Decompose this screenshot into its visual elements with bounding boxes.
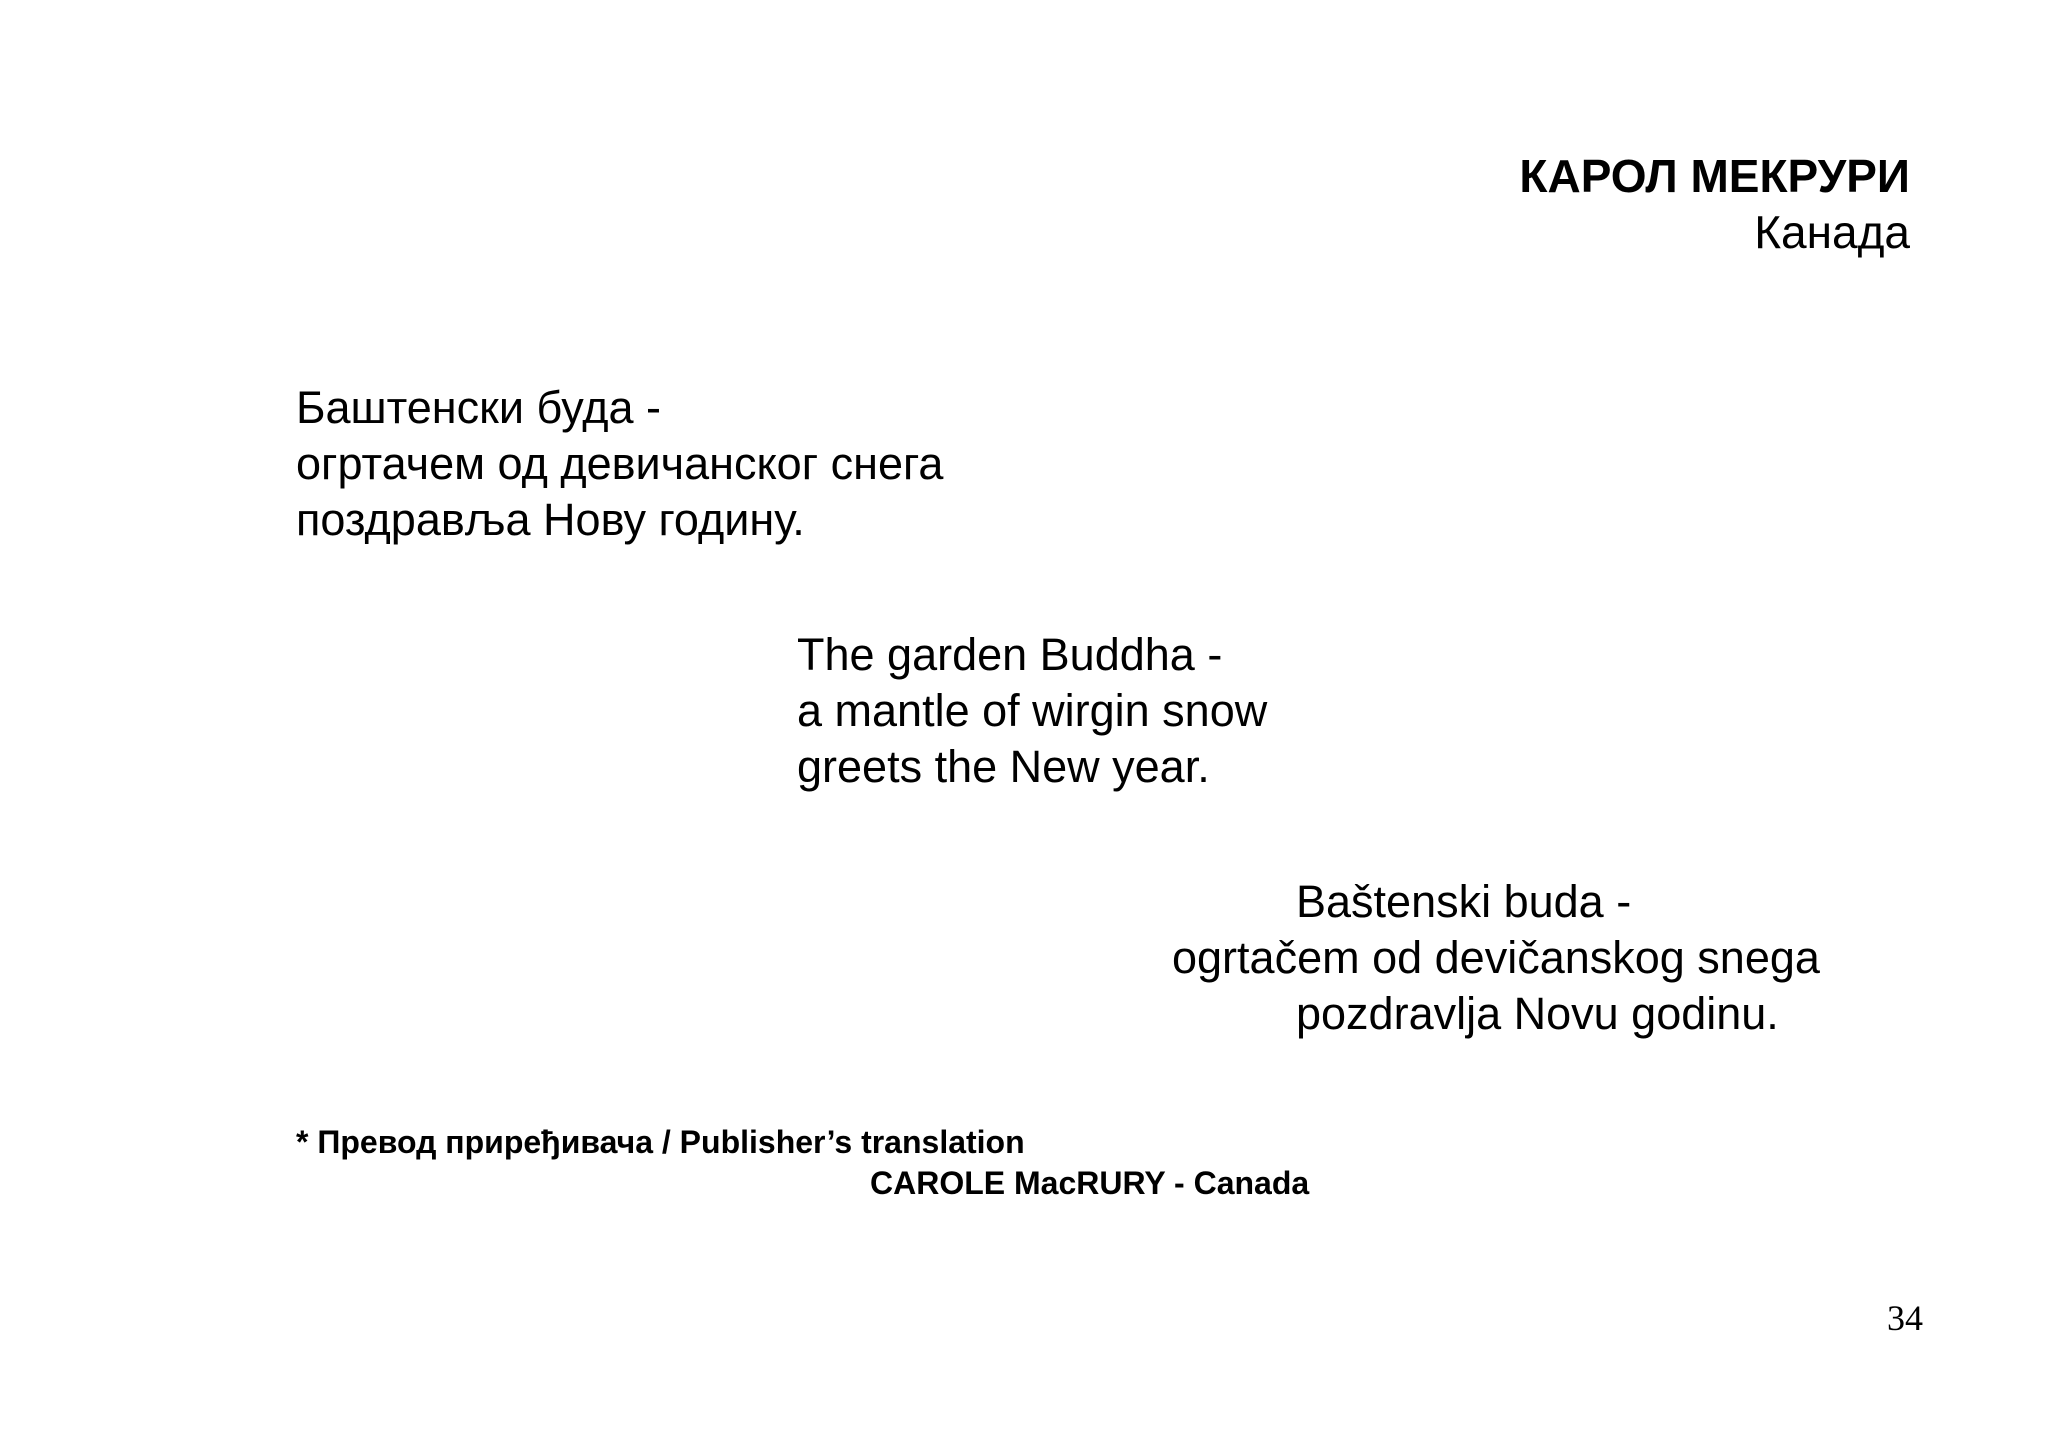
stanza-line: a mantle of wirgin snow <box>797 685 1268 736</box>
stanza-line: The garden Buddha - <box>797 629 1223 680</box>
stanza-line: greets the New year. <box>797 741 1210 792</box>
stanza-line: поздравља Нову годину. <box>296 494 805 545</box>
stanza-line: Баштенски буда - <box>296 382 662 433</box>
stanza-serbian-latin <box>1172 874 1820 1042</box>
author-credit: CAROLE MacRURY - Canada <box>870 1165 1310 1201</box>
stanza-line: pozdravlja Novu godinu. <box>1296 988 1779 1039</box>
author-country: Канада <box>1754 206 1910 258</box>
translation-note: * Превод приређивача / Publisher’s translation <box>296 1124 1025 1160</box>
stanza-line: огртачем од девичанског снега <box>296 438 944 489</box>
stanza-line: ogrtačem od devičanskog snega <box>1172 932 1820 983</box>
stanza-english <box>797 627 1267 795</box>
stanza-serbian-cyrillic <box>296 380 943 548</box>
stanza-line: Baštenski buda - <box>1296 876 1632 927</box>
page-number: 34 <box>1887 1298 1923 1338</box>
author-name: КАРОЛ МЕКРУРИ <box>1519 150 1910 202</box>
